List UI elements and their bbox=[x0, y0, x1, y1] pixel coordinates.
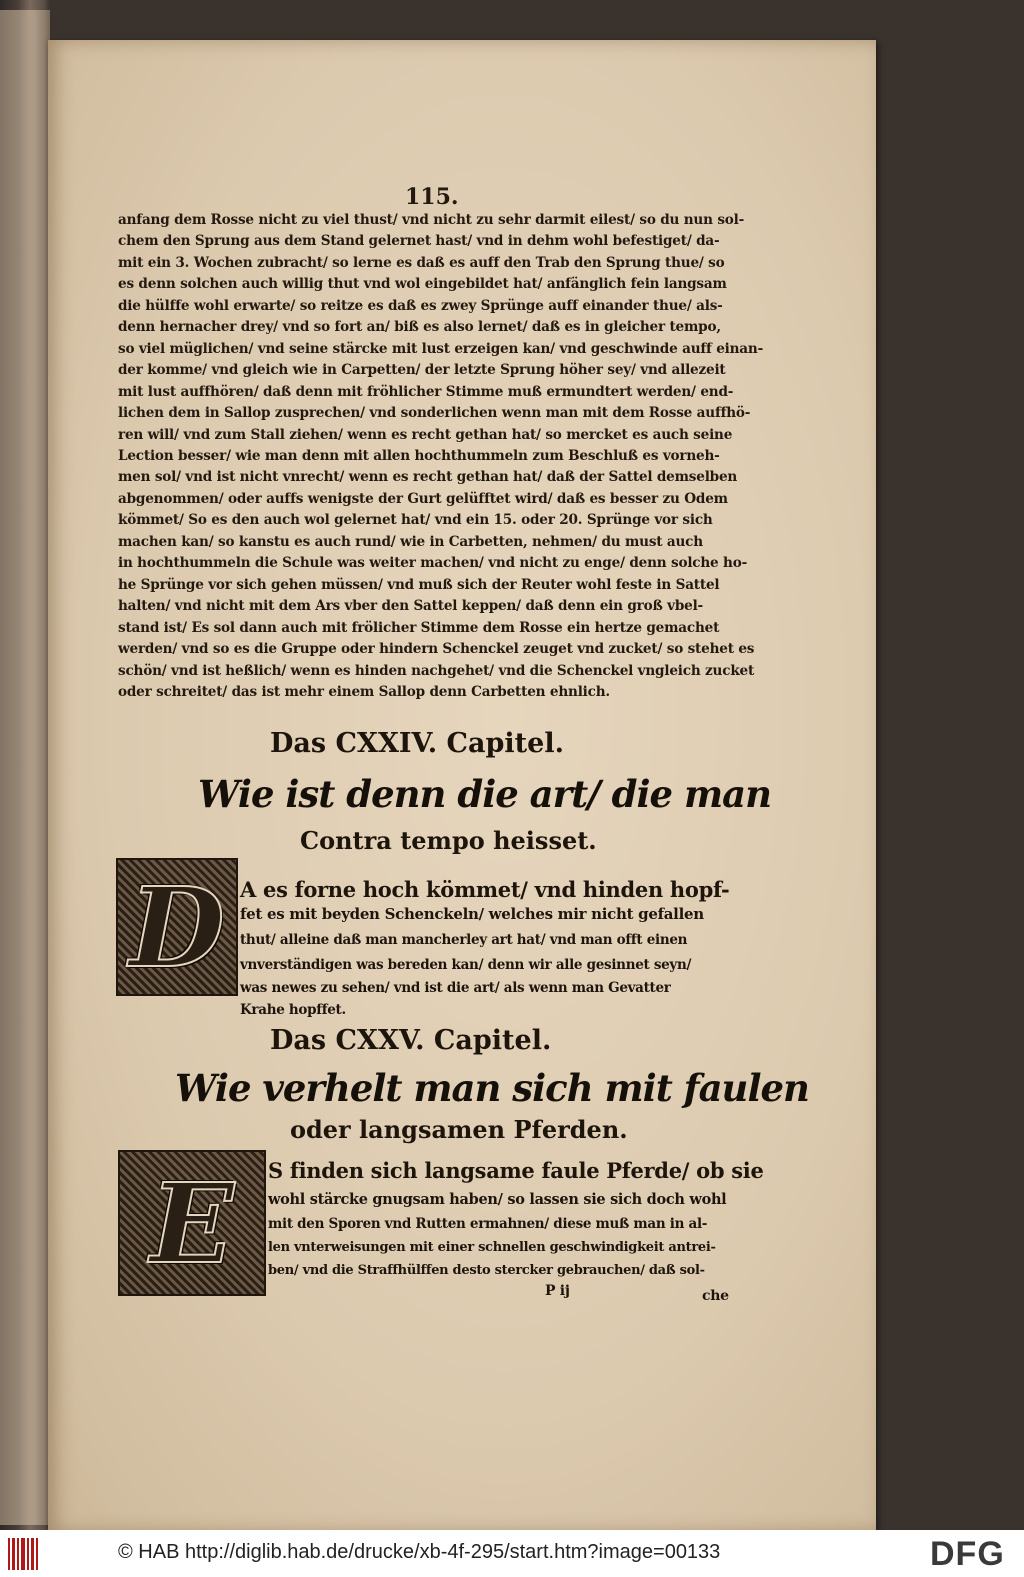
chapter-124-subtitle: Contra tempo heisset. bbox=[300, 826, 597, 855]
text-line: machen kan/ so kanstu es auch rund/ wie in Carbetten, nehmen/ du must auch bbox=[118, 533, 703, 550]
chapter-125-title: Wie verhelt man sich mit faulen bbox=[175, 1066, 809, 1110]
text-line: in hochthummeln die Schule was weiter machen/ vnd nicht zu enge/ denn solche ho- bbox=[118, 555, 748, 572]
facing-page-edge bbox=[0, 10, 50, 1525]
text-line: lichen dem in Sallop zusprechen/ vnd sonderlichen wenn man mit dem Rosse auffhö- bbox=[118, 405, 751, 422]
text-line: denn hernacher drey/ vnd so fort an/ biß es also lernet/ daß es in gleicher tempo, bbox=[118, 319, 721, 336]
chapter-125-line: wohl stärcke gnugsam haben/ so lassen sie sich doch wohl bbox=[268, 1191, 727, 1208]
chapter-124-line: Krahe hopffet. bbox=[240, 1002, 346, 1018]
text-line: kömmet/ So es den auch wol gelernet hat/ vnd ein 15. oder 20. Sprünge vor sich bbox=[118, 512, 713, 529]
text-line: ren will/ vnd zum Stall ziehen/ wenn es recht gethan hat/ so mercket es auch seine bbox=[118, 426, 733, 443]
text-line: mit ein 3. Wochen zubracht/ so lerne es daß es auff den Trab den Sprung thue/ so bbox=[118, 254, 725, 271]
signature-mark: P ij bbox=[545, 1283, 570, 1299]
decorated-initial-e: E bbox=[118, 1150, 266, 1296]
text-line: chem den Sprung aus dem Stand gelernet hast/ vnd in dehm wohl befestiget/ da- bbox=[118, 233, 720, 250]
text-line: halten/ vnd nicht mit dem Ars vber den Sattel keppen/ daß denn ein groß vbel- bbox=[118, 598, 703, 615]
body-text bbox=[118, 210, 764, 703]
footer-bar bbox=[0, 1530, 1024, 1577]
chapter-124-line: fet es mit beyden Schenckeln/ welches mir nicht gefallen bbox=[240, 905, 704, 923]
text-line: schön/ vnd ist heßlich/ wenn es hinden nachgehet/ vnd die Schenckel vngleich zucket bbox=[118, 662, 755, 679]
chapter-124-title: Wie ist denn die art/ die man bbox=[198, 772, 772, 816]
text-line: anfang dem Rosse nicht zu viel thust/ vnd nicht zu sehr darmit eilest/ so du nun sol- bbox=[118, 212, 745, 228]
text-line: werden/ vnd so es die Gruppe oder hindern Schenckel zeuget vnd zucket/ so stehet es bbox=[118, 641, 755, 658]
chapter-124-line: was newes zu sehen/ vnd ist die art/ als wenn man Gevatter bbox=[240, 980, 671, 996]
text-line: der komme/ vnd gleich wie in Carpetten/ der letzte Sprung höher sey/ vnd allezeit bbox=[118, 362, 726, 379]
text-line: so viel müglichen/ vnd seine stärcke mit lust erzeigen kan/ vnd geschwinde auff einan- bbox=[118, 340, 764, 357]
text-line: es denn solchen auch willig thut vnd wol eingebildet hat/ anfänglich fein langsam bbox=[118, 276, 727, 293]
chapter-124-number: Das CXXIV. Capitel. bbox=[270, 728, 564, 759]
chapter-124-line: thut/ alleine daß man mancherley art hat/ vnd man offt einen bbox=[240, 932, 688, 948]
text-line: mit lust auffhören/ daß denn mit fröhlicher Stimme muß ermundtert werden/ end- bbox=[118, 383, 734, 400]
decorated-initial-d: D bbox=[116, 858, 238, 996]
text-line: oder schreitet/ das ist mehr einem Sallop denn Carbetten ehnlich. bbox=[118, 683, 610, 700]
text-line: stand ist/ Es sol dann auch mit frölicher Stimme dem Rosse ein hertze gemachet bbox=[118, 619, 720, 636]
page-number: 115. bbox=[405, 184, 459, 210]
chapter-124-line: A es forne hoch kömmet/ vnd hinden hopf- bbox=[240, 877, 730, 902]
catchword: che bbox=[702, 1288, 729, 1304]
dfg-logo: DFG bbox=[930, 1535, 1005, 1573]
chapter-125-number: Das CXXV. Capitel. bbox=[270, 1025, 552, 1056]
text-line: men sol/ vnd ist nicht vnrecht/ wenn es recht gethan hat/ daß der Sattel demselben bbox=[118, 469, 738, 486]
chapter-124-line: vnverständigen was bereden kan/ denn wir alle gesinnet seyn/ bbox=[240, 957, 692, 973]
footer-copyright-link[interactable]: © HAB http://diglib.hab.de/drucke/xb-4f-295/start.htm?image=00133 bbox=[118, 1541, 721, 1563]
chapter-125-line: S finden sich langsame faule Pferde/ ob sie bbox=[268, 1158, 764, 1183]
text-line: Lection besser/ wie man denn mit allen hochthummeln zum Beschluß es vorneh- bbox=[118, 447, 720, 464]
text-line: die hülffe wohl erwarte/ so reitze es daß es zwey Sprünge auff einander thue/ als- bbox=[118, 297, 723, 314]
chapter-125-subtitle: oder langsamen Pferden. bbox=[290, 1115, 628, 1144]
chapter-125-line: len vnterweisungen mit einer schnellen geschwindigkeit antrei- bbox=[268, 1240, 716, 1255]
hab-barcode-icon bbox=[8, 1538, 40, 1570]
chapter-125-line: mit den Sporen vnd Rutten ermahnen/ diese muß man in al- bbox=[268, 1216, 708, 1232]
text-line: he Sprünge vor sich gehen müssen/ vnd muß sich der Reuter wohl feste in Sattel bbox=[118, 576, 720, 593]
chapter-125-line: ben/ vnd die Straffhülffen desto stercker gebrauchen/ daß sol- bbox=[268, 1263, 705, 1278]
text-line: abgenommen/ oder auffs wenigste der Gurt gelüfftet wird/ daß es besser zu Odem bbox=[118, 490, 728, 507]
